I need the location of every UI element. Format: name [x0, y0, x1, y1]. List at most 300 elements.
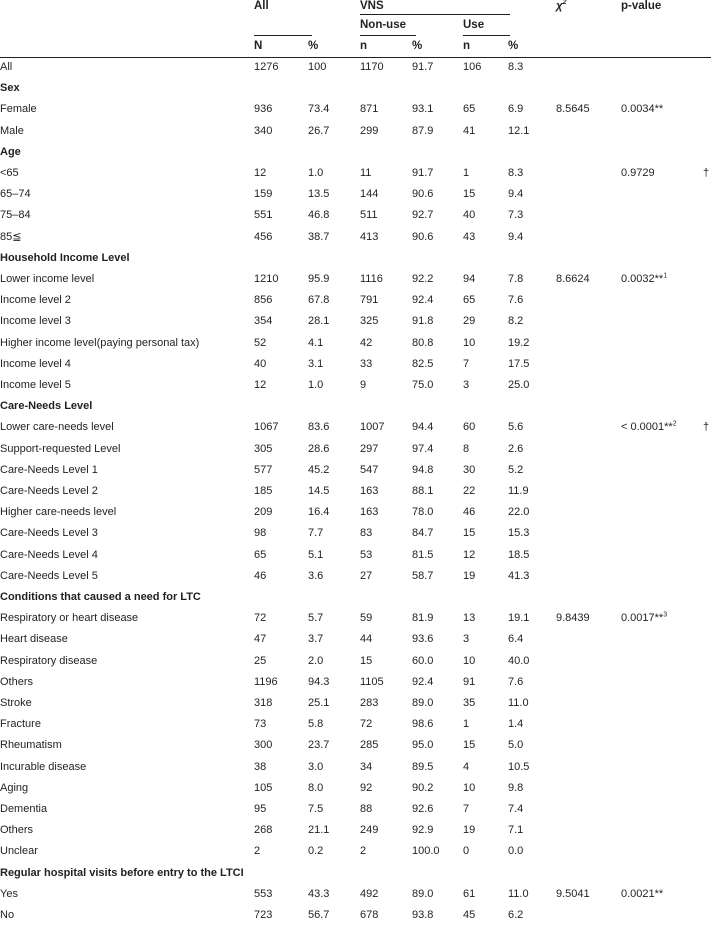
pvalue-footnote: 2 — [672, 420, 677, 428]
cell-pvalue — [621, 272, 667, 286]
cell-pct: 21.1 — [308, 824, 330, 837]
cell-use-n: 94 — [463, 273, 476, 285]
cell-use-n: 15 — [463, 188, 476, 201]
cell-use-n: 29 — [463, 315, 476, 328]
cell-use-n: 7 — [463, 803, 470, 815]
cell-nonuse-pct: 91.8 — [412, 315, 434, 328]
cell-nonuse-n: 83 — [360, 527, 373, 540]
cell-N: 185 — [254, 485, 273, 497]
table-row — [0, 675, 711, 696]
cell-test-mark: † — [703, 167, 710, 179]
cell-use-pct: 5.0 — [508, 739, 524, 752]
cell-nonuse-n: 871 — [360, 103, 379, 116]
cell-nonuse-n: 249 — [360, 824, 379, 837]
table-row — [0, 654, 711, 675]
header-N: N — [254, 40, 263, 52]
cell-N: 723 — [254, 909, 273, 921]
cell-nonuse-n: 9 — [360, 379, 367, 391]
vns-rule — [360, 14, 510, 15]
cell-use-pct: 7.6 — [508, 675, 524, 688]
cell-use-pct: 19.1 — [508, 612, 530, 625]
pvalue-text: < 0.0001** — [621, 421, 673, 434]
cell-use-n: 46 — [463, 506, 476, 519]
cell-nonuse-pct: 89.0 — [412, 887, 434, 900]
row-label: Male — [0, 124, 24, 137]
cell-use-n: 3 — [463, 379, 470, 391]
row-label: No — [0, 909, 15, 921]
cell-N: 856 — [254, 294, 273, 307]
cell-pct: 16.4 — [308, 506, 330, 519]
cell-N: 38 — [254, 760, 267, 773]
cell-pvalue — [621, 420, 677, 434]
row-label: Care-Needs Level — [0, 400, 93, 413]
header-pvalue: p-value — [621, 0, 662, 12]
cell-nonuse-pct: 100.0 — [412, 845, 440, 858]
row-label: Household Income Level — [0, 251, 130, 264]
row-label: Respiratory disease — [0, 654, 98, 667]
section-header-row — [0, 145, 711, 166]
cell-nonuse-pct: 87.9 — [412, 124, 434, 137]
cell-use-pct: 5.2 — [508, 463, 524, 476]
cell-use-pct: 40.0 — [508, 654, 530, 667]
header-bottom-rule — [0, 57, 711, 58]
pvalue-text: 0.0017** — [621, 612, 664, 625]
row-label: Income level 2 — [0, 294, 71, 307]
cell-N: 577 — [254, 463, 273, 476]
cell-N: 268 — [254, 824, 273, 837]
cell-nonuse-n: 72 — [360, 718, 373, 731]
section-header-row — [0, 590, 711, 611]
cell-nonuse-pct: 92.4 — [412, 294, 434, 307]
table-row — [0, 166, 711, 187]
cell-nonuse-n: 2 — [360, 845, 367, 858]
pvalue-footnote: 1 — [663, 272, 668, 280]
row-label: <65 — [0, 167, 19, 179]
cell-N: 73 — [254, 718, 267, 731]
cell-use-pct: 6.4 — [508, 633, 524, 646]
cell-pct: 8.0 — [308, 781, 324, 794]
row-label: Care-Needs Level 3 — [0, 527, 98, 540]
cell-nonuse-n: 163 — [360, 485, 379, 497]
cell-nonuse-n: 297 — [360, 442, 379, 455]
cell-use-n: 0 — [463, 845, 470, 858]
cell-N: 12 — [254, 379, 267, 391]
cell-pct: 73.4 — [308, 103, 330, 116]
cell-nonuse-n: 88 — [360, 803, 373, 815]
cell-use-n: 40 — [463, 209, 476, 222]
row-label: Lower income level — [0, 273, 95, 285]
header-use: Use — [463, 19, 485, 31]
cell-pct: 2.0 — [308, 654, 324, 667]
row-label: Income level 4 — [0, 357, 71, 370]
cell-nonuse-pct: 92.9 — [412, 824, 434, 837]
cell-nonuse-n: 285 — [360, 739, 379, 752]
cell-N: 72 — [254, 612, 267, 625]
table-row — [0, 463, 711, 484]
cell-nonuse-pct: 89.0 — [412, 697, 434, 709]
row-label: Respiratory or heart disease — [0, 612, 139, 625]
cell-pct: 3.0 — [308, 760, 324, 773]
table-row — [0, 102, 711, 123]
cell-pct: 1.0 — [308, 379, 324, 391]
cell-N: 52 — [254, 336, 267, 349]
cell-pct: 23.7 — [308, 739, 330, 752]
table-row — [0, 760, 711, 781]
row-label: Heart disease — [0, 633, 68, 646]
cell-nonuse-n: 44 — [360, 633, 373, 646]
cell-pct: 83.6 — [308, 421, 330, 434]
table-row — [0, 632, 711, 653]
cell-nonuse-n: 283 — [360, 697, 379, 709]
cell-pct: 95.9 — [308, 273, 330, 285]
cell-use-pct: 7.1 — [508, 824, 524, 837]
row-label: All — [0, 61, 13, 73]
header-vns: VNS — [360, 0, 384, 12]
cell-use-pct: 11.0 — [508, 697, 529, 709]
cell-nonuse-n: 511 — [360, 209, 378, 222]
cell-use-n: 12 — [463, 548, 476, 561]
cell-N: 354 — [254, 315, 273, 328]
table-row — [0, 717, 711, 738]
cell-nonuse-pct: 95.0 — [412, 739, 434, 752]
nonuse-rule — [360, 35, 416, 36]
cell-use-pct: 9.8 — [508, 781, 524, 794]
table-row — [0, 738, 711, 759]
cell-N: 95 — [254, 803, 267, 815]
cell-N: 12 — [254, 167, 267, 179]
table-row — [0, 569, 711, 590]
table-row — [0, 208, 711, 229]
row-label: Care-Needs Level 5 — [0, 569, 98, 582]
cell-use-n: 15 — [463, 739, 476, 752]
row-label: Rheumatism — [0, 739, 62, 752]
cell-chi-square: 9.5041 — [556, 887, 590, 900]
cell-pct: 13.5 — [308, 188, 330, 201]
cell-use-pct: 15.3 — [508, 527, 530, 540]
cell-use-n: 35 — [463, 697, 476, 709]
cell-nonuse-pct: 90.2 — [412, 781, 434, 794]
cell-use-n: 10 — [463, 781, 476, 794]
cell-use-n: 43 — [463, 230, 476, 243]
cell-N: 551 — [254, 209, 273, 222]
cell-nonuse-n: 1007 — [360, 421, 385, 434]
cell-chi-square: 8.6624 — [556, 273, 590, 285]
table-row — [0, 484, 711, 505]
cell-nonuse-n: 92 — [360, 781, 373, 794]
cell-pct: 25.1 — [308, 697, 330, 709]
cell-nonuse-n: 144 — [360, 188, 379, 201]
cell-use-n: 3 — [463, 633, 470, 646]
cell-use-n: 4 — [463, 760, 470, 773]
cell-nonuse-n: 163 — [360, 506, 379, 519]
row-label: Care-Needs Level 4 — [0, 548, 98, 561]
cell-nonuse-pct: 60.0 — [412, 654, 434, 667]
header-pct-nonuse: % — [412, 40, 423, 52]
cell-pvalue — [621, 102, 663, 116]
cell-N: 1276 — [254, 61, 279, 73]
cell-nonuse-pct: 80.8 — [412, 336, 434, 349]
table-row — [0, 420, 711, 441]
cell-use-n: 65 — [463, 294, 476, 307]
cell-nonuse-n: 791 — [360, 294, 379, 307]
cell-chi-square: 9.8439 — [556, 612, 590, 625]
cell-use-pct: 9.4 — [508, 230, 524, 243]
cell-nonuse-n: 27 — [360, 569, 373, 582]
cell-N: 1196 — [254, 675, 278, 688]
cell-nonuse-n: 1116 — [360, 273, 383, 285]
cell-N: 40 — [254, 357, 267, 370]
table-row — [0, 823, 711, 844]
cell-nonuse-pct: 82.5 — [412, 357, 434, 370]
cell-nonuse-pct: 92.6 — [412, 803, 434, 815]
cell-N: 340 — [254, 124, 273, 137]
table-row — [0, 442, 711, 463]
cell-nonuse-pct: 97.4 — [412, 442, 434, 455]
cell-nonuse-n: 547 — [360, 463, 379, 476]
cell-nonuse-n: 42 — [360, 336, 373, 349]
header-nonuse: Non-use — [360, 19, 406, 31]
table-row — [0, 526, 711, 547]
cell-pct: 3.6 — [308, 569, 324, 582]
cell-use-pct: 22.0 — [508, 506, 530, 519]
cell-nonuse-pct: 92.7 — [412, 209, 434, 222]
cell-N: 25 — [254, 654, 267, 667]
row-label: Incurable disease — [0, 760, 87, 773]
section-header-row — [0, 866, 711, 887]
row-label: Age — [0, 145, 21, 158]
cell-nonuse-n: 299 — [360, 124, 379, 137]
row-label: Higher income level(paying personal tax) — [0, 336, 200, 349]
cell-use-pct: 0.0 — [508, 845, 524, 858]
cell-nonuse-n: 678 — [360, 909, 379, 921]
cell-nonuse-pct: 90.6 — [412, 230, 434, 243]
cell-use-pct: 25.0 — [508, 379, 530, 391]
cell-nonuse-pct: 98.6 — [412, 718, 434, 731]
cell-pct: 43.3 — [308, 887, 330, 900]
table-row — [0, 272, 711, 293]
row-label: Income level 3 — [0, 315, 71, 328]
cell-use-pct: 7.4 — [508, 803, 524, 815]
cell-nonuse-pct: 94.4 — [412, 421, 434, 434]
cell-pct: 3.1 — [308, 357, 324, 370]
cell-use-n: 60 — [463, 421, 476, 434]
table-row — [0, 293, 711, 314]
table-row — [0, 611, 711, 632]
cell-use-n: 10 — [463, 336, 476, 349]
row-label: Stroke — [0, 697, 32, 709]
cell-nonuse-n: 15 — [360, 654, 373, 667]
cell-pct: 5.7 — [308, 612, 324, 625]
cell-nonuse-pct: 58.7 — [412, 569, 434, 582]
table-row — [0, 124, 711, 145]
table-row — [0, 378, 711, 399]
cell-nonuse-pct: 94.8 — [412, 463, 434, 476]
header-n-nonuse: n — [360, 40, 368, 52]
cell-use-pct: 19.2 — [508, 336, 530, 349]
row-label: Care-Needs Level 2 — [0, 485, 98, 497]
cell-use-n: 1 — [463, 167, 470, 179]
cell-N: 305 — [254, 442, 273, 455]
all-rule — [254, 35, 312, 36]
row-label: Sex — [0, 82, 20, 95]
cell-use-n: 19 — [463, 569, 476, 582]
header-all: All — [254, 0, 269, 12]
cell-nonuse-pct: 89.5 — [412, 760, 434, 773]
cell-N: 46 — [254, 569, 267, 582]
cell-N: 1067 — [254, 421, 279, 434]
cell-nonuse-pct: 92.4 — [412, 675, 434, 688]
cell-nonuse-pct: 84.7 — [412, 527, 434, 540]
cell-pct: 0.2 — [308, 845, 324, 858]
table-row — [0, 230, 711, 251]
cell-use-pct: 41.3 — [508, 569, 530, 582]
cell-nonuse-pct: 81.9 — [412, 612, 434, 625]
cell-N: 318 — [254, 697, 273, 709]
cell-use-pct: 8.2 — [508, 315, 524, 328]
cell-nonuse-n: 53 — [360, 548, 373, 561]
cell-use-pct: 6.9 — [508, 103, 524, 116]
cell-pct: 28.1 — [308, 315, 330, 328]
table-row — [0, 357, 711, 378]
cell-nonuse-n: 34 — [360, 760, 373, 773]
cell-nonuse-n: 325 — [360, 315, 379, 328]
cell-nonuse-n: 492 — [360, 887, 379, 900]
cell-use-pct: 6.2 — [508, 909, 524, 921]
chi-symbol: χ — [556, 0, 563, 12]
cell-pct: 38.7 — [308, 230, 330, 243]
cell-nonuse-pct: 93.1 — [412, 103, 434, 116]
cell-pct: 14.5 — [308, 485, 330, 497]
cell-nonuse-pct: 78.0 — [412, 506, 434, 519]
row-label: Aging — [0, 781, 29, 794]
row-label: Regular hospital visits before entry to the LTCI — [0, 866, 244, 879]
cell-nonuse-pct: 93.6 — [412, 633, 434, 646]
table-row — [0, 802, 711, 823]
cell-use-n: 15 — [463, 527, 476, 540]
cell-nonuse-n: 1105 — [360, 675, 384, 688]
cell-nonuse-n: 33 — [360, 357, 373, 370]
row-label: 75–84 — [0, 209, 31, 222]
cell-use-pct: 11.0 — [508, 887, 529, 900]
table-row — [0, 696, 711, 717]
cell-N: 209 — [254, 506, 273, 519]
cell-use-pct: 7.3 — [508, 209, 524, 222]
cell-use-pct: 18.5 — [508, 548, 530, 561]
cell-use-n: 45 — [463, 909, 476, 921]
cell-pct: 3.7 — [308, 633, 324, 646]
row-label: Yes — [0, 887, 18, 900]
row-label: 85≦ — [0, 230, 22, 243]
table-row — [0, 60, 711, 81]
cell-N: 1210 — [254, 273, 279, 285]
row-label: Care-Needs Level 1 — [0, 463, 98, 476]
cell-pct: 94.3 — [308, 675, 330, 688]
table-row — [0, 908, 711, 929]
table-row — [0, 548, 711, 569]
cell-pct: 67.8 — [308, 294, 330, 307]
cell-use-n: 19 — [463, 824, 476, 837]
cell-N: 2 — [254, 845, 261, 858]
cell-test-mark: † — [703, 421, 710, 434]
cell-nonuse-pct: 90.6 — [412, 188, 434, 201]
pvalue-text: 0.0021** — [621, 887, 664, 900]
cell-use-pct: 10.5 — [508, 760, 530, 773]
cell-use-pct: 7.6 — [508, 294, 524, 307]
cell-N: 456 — [254, 230, 273, 243]
row-label: Lower care-needs level — [0, 421, 114, 434]
cell-use-pct: 1.4 — [508, 718, 524, 731]
cell-nonuse-pct: 91.7 — [412, 61, 434, 73]
cell-N: 98 — [254, 527, 267, 540]
cell-N: 159 — [254, 188, 273, 201]
cell-pct: 7.5 — [308, 803, 324, 815]
cell-nonuse-pct: 91.7 — [412, 167, 434, 179]
cell-N: 553 — [254, 887, 273, 900]
cell-use-n: 91 — [463, 675, 476, 688]
section-header-row — [0, 81, 711, 102]
cell-pct: 28.6 — [308, 442, 330, 455]
header-pct-all: % — [308, 40, 319, 52]
pvalue-text: 0.0032** — [621, 273, 664, 285]
cell-use-n: 61 — [463, 887, 476, 900]
cell-pct: 26.7 — [308, 124, 330, 137]
cell-N: 105 — [254, 781, 273, 794]
table-row — [0, 781, 711, 802]
cell-use-pct: 9.4 — [508, 188, 524, 201]
cell-use-n: 13 — [463, 612, 476, 625]
table-row — [0, 844, 711, 865]
row-label: 65–74 — [0, 188, 31, 201]
pvalue-text: 0.9729 — [621, 167, 655, 179]
pvalue-text: 0.0034** — [621, 103, 664, 116]
cell-nonuse-n: 413 — [360, 230, 379, 243]
use-rule — [463, 35, 510, 36]
cell-nonuse-pct: 92.2 — [412, 273, 434, 285]
row-label: Others — [0, 675, 34, 688]
cell-nonuse-pct: 81.5 — [412, 548, 434, 561]
cell-nonuse-pct: 75.0 — [412, 379, 434, 391]
row-label: Fracture — [0, 718, 41, 731]
table-row — [0, 187, 711, 208]
row-label: Income level 5 — [0, 379, 71, 391]
cell-pvalue — [621, 166, 655, 180]
cell-pvalue — [621, 887, 663, 901]
row-label: Dementia — [0, 803, 48, 815]
cell-pct: 46.8 — [308, 209, 330, 222]
cell-pct: 100 — [308, 61, 327, 73]
header-n-use: n — [463, 40, 471, 52]
cell-pct: 4.1 — [308, 336, 324, 349]
cell-nonuse-n: 11 — [360, 167, 372, 179]
chi-superscript: 2 — [562, 0, 567, 7]
cell-use-n: 22 — [463, 485, 476, 497]
table-row — [0, 314, 711, 335]
section-header-row — [0, 251, 711, 272]
cell-pct: 7.7 — [308, 527, 324, 540]
cell-N: 300 — [254, 739, 273, 752]
cell-nonuse-pct: 88.1 — [412, 485, 434, 497]
row-label: Unclear — [0, 845, 38, 858]
cell-use-pct: 8.3 — [508, 167, 524, 179]
section-header-row — [0, 399, 711, 420]
cell-use-n: 106 — [463, 61, 482, 73]
row-label: Higher care-needs level — [0, 506, 117, 519]
cell-use-n: 30 — [463, 463, 476, 476]
cell-use-pct: 17.5 — [508, 357, 530, 370]
header-pct-use: % — [508, 40, 519, 52]
cell-use-n: 8 — [463, 442, 470, 455]
cell-chi-square: 8.5645 — [556, 103, 590, 116]
